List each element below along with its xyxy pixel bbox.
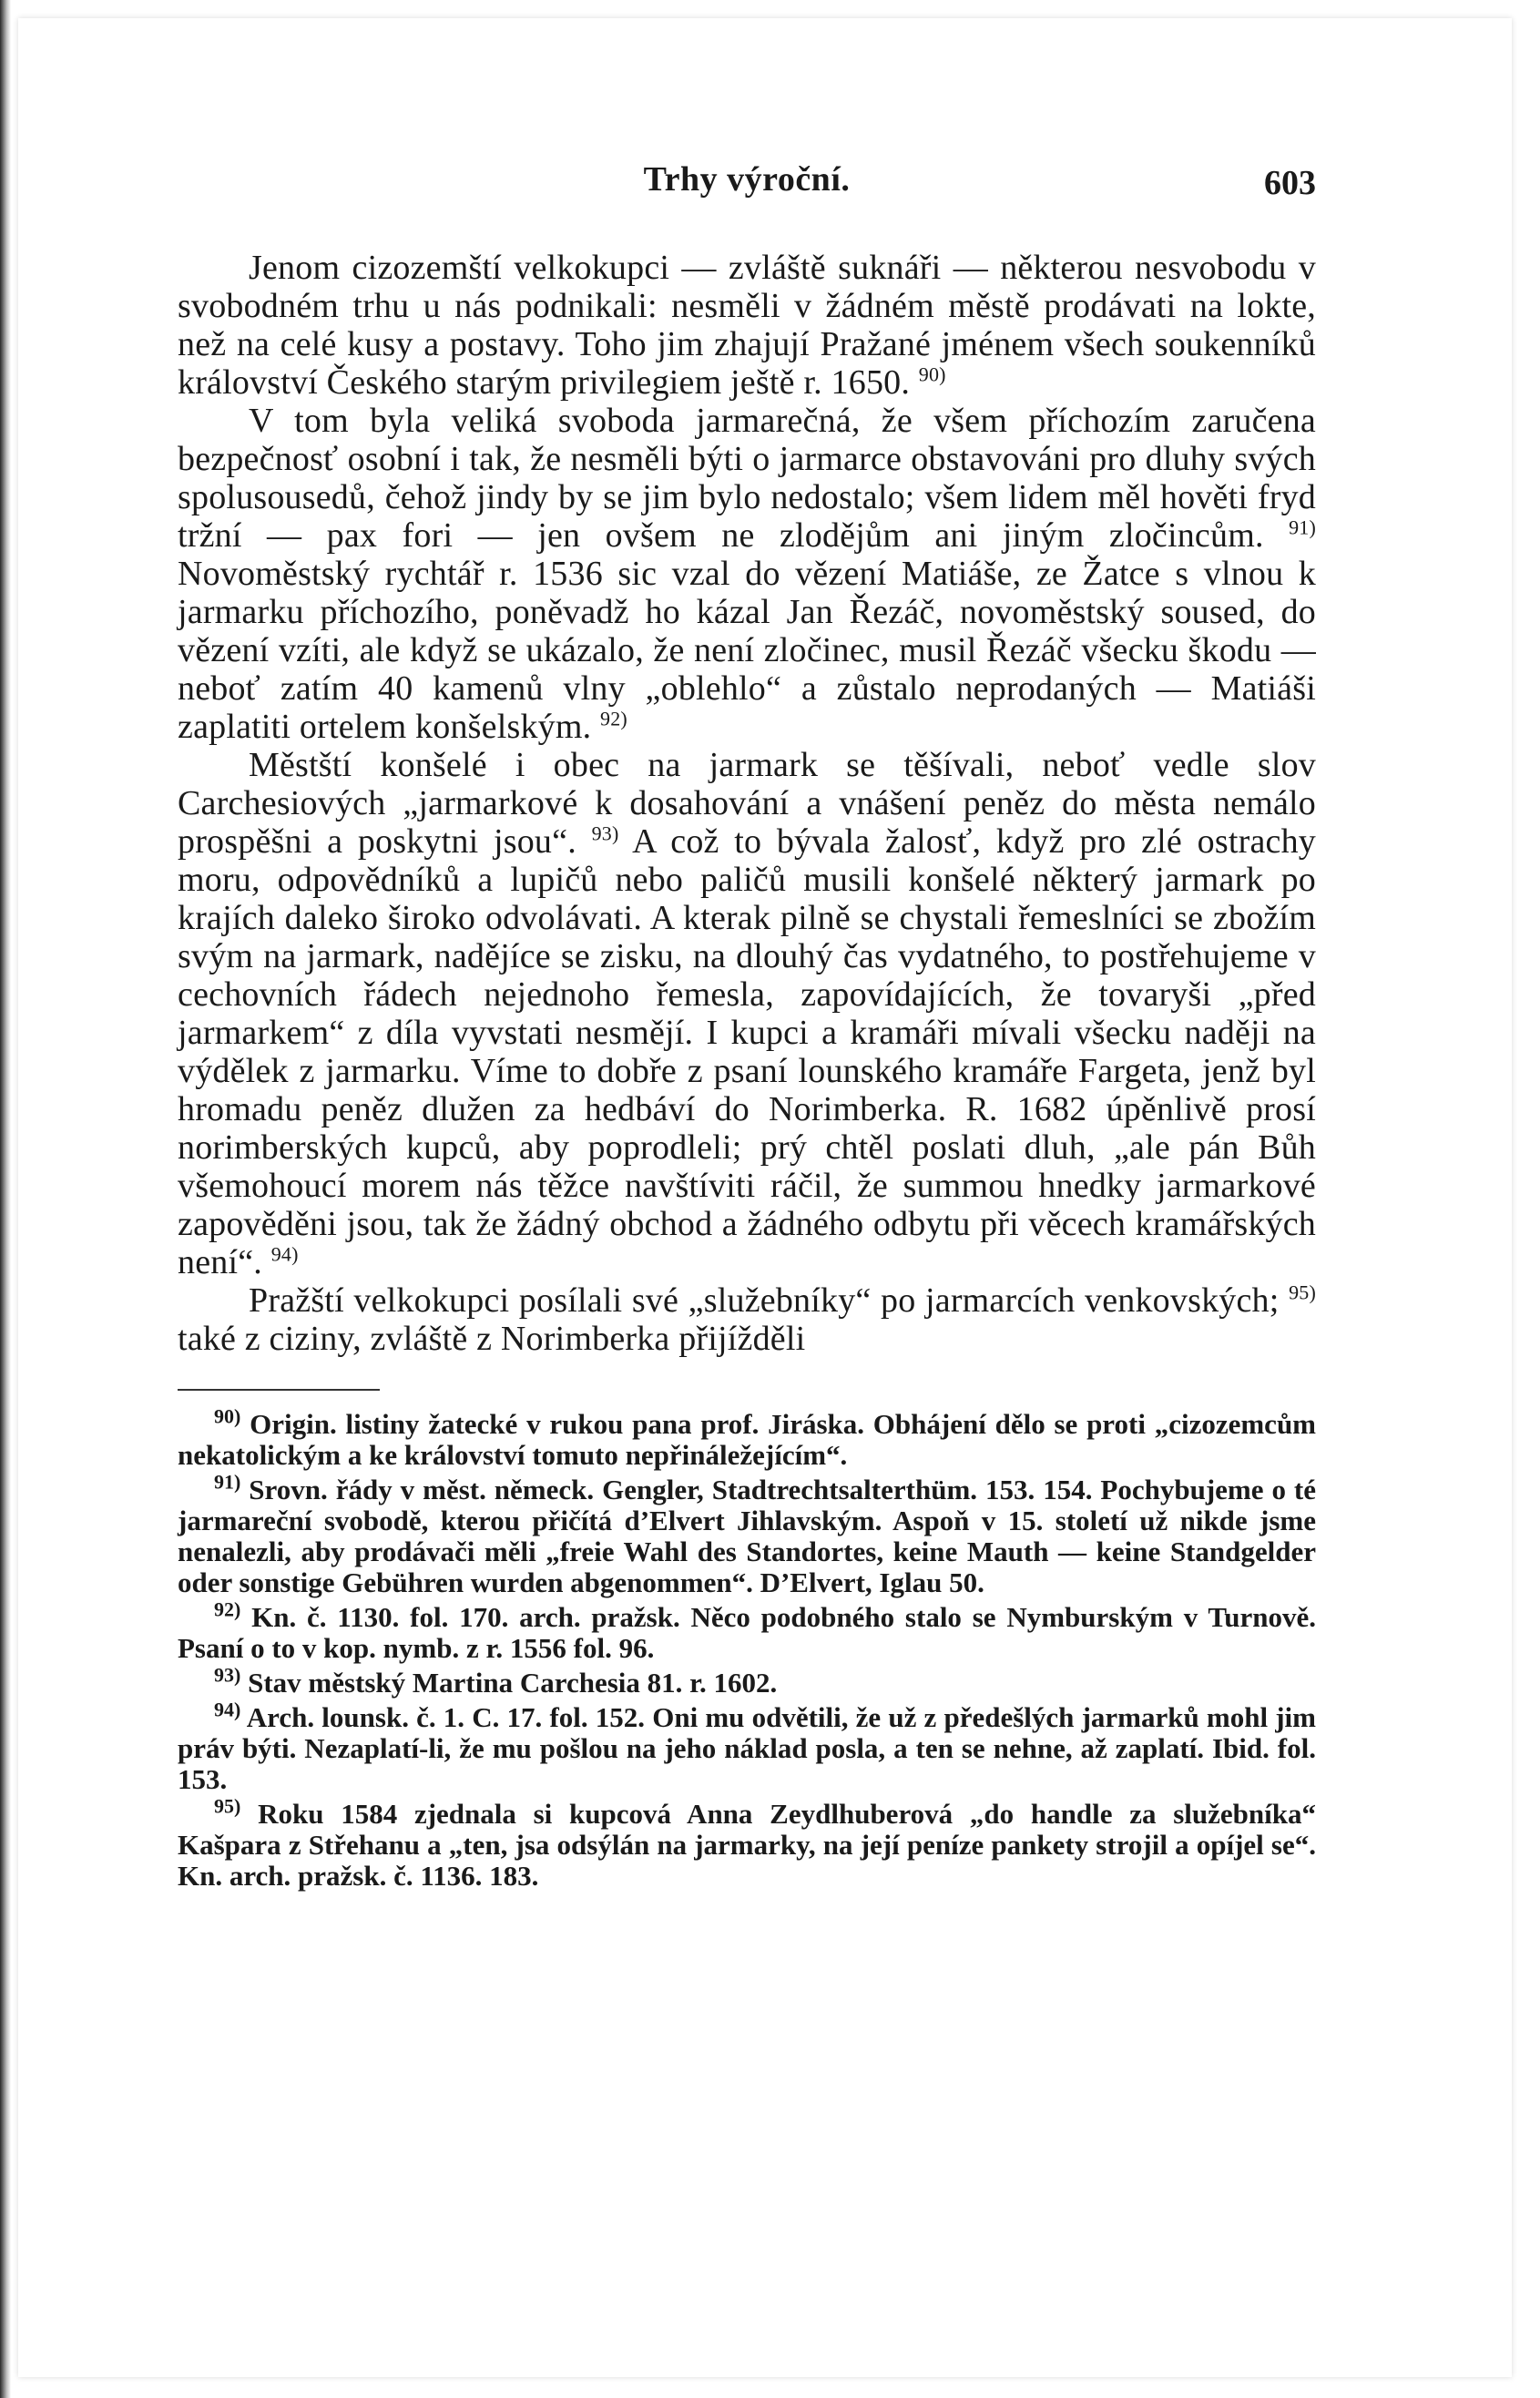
- footnote-text: Kn. č. 1130. fol. 170. arch. pražsk. Něco podobného stalo se Nymburským v Turnově. Psaní o to v kop. nymb. z r. 1556 fol. 96.: [178, 1601, 1316, 1664]
- paragraph-text: Pražští velkokupci posílali své „služebníky“ po jarmarcích venkovských;: [249, 1281, 1280, 1320]
- paragraph-2: [178, 402, 1316, 746]
- footnote-90: [178, 1404, 1317, 1471]
- footnote-ref-92: 92): [600, 707, 627, 730]
- footnote-ref-95: 95): [1289, 1281, 1317, 1304]
- paragraph-text: také z ciziny, zvláště z Norimberka přijížděli: [178, 1320, 806, 1358]
- footnotes: [178, 1404, 1317, 1892]
- paragraph-text: Městští konšelé i obec na jarmark se těšívali, neboť vedle slov Carchesiových „jarmarkové k dosahování a vnášení peněz do města nemálo prospěšni a poskytni jsou“.: [178, 746, 1316, 861]
- footnote-ref-90: 90): [918, 362, 946, 386]
- footnote-text: Roku 1584 zjednala si kupcová Anna Zeydlhuberová „do handle za služebníka“ Kašpara z Střehanu a „ten, jsa odsýlán na jarmarky, na její peníze pankety strojil a opíjel se“. Kn. arch. pražsk. č. 1136. 183.: [178, 1798, 1316, 1892]
- footnote-text: Stav městský Martina Carchesia 81. r. 1602.: [248, 1667, 778, 1699]
- footnote-mark: 92): [214, 1597, 241, 1621]
- paragraph-text: V tom byla veliká svoboda jarmarečná, že všem příchozím zaručena bezpečnosť osobní i tak, že nesměli býti o jarmarce obstavováni pro dluhy svých spolusousedů, čehož jindy by se jim bylo nedostalo; všem lidem měl hověti fryd tržní — pax fori — jen ovšem ne zlodějům ani jiným zločincům.: [178, 402, 1316, 555]
- footnote-divider: [178, 1389, 380, 1391]
- paragraph-4: [178, 1281, 1316, 1358]
- paragraph-text: Novoměstský rychtář r. 1536 sic vzal do vězení Matiáše, ze Žatce s vlnou k jarmarku příchozího, poněvadž ho kázal Jan Řezáč, novoměstský soused, do vězení vzíti, ale když se ukázalo, že není zločinec, musil Řezáč všecku škodu — neboť zatím 40 kamenů vlny „oblehlo“ a zůstalo neprodaných — Matiáši zaplatiti ortelem konšelským.: [178, 555, 1316, 746]
- footnote-ref-94: 94): [270, 1242, 299, 1266]
- footnote-mark: 95): [214, 1794, 241, 1818]
- body-text: [178, 249, 1316, 1358]
- running-title: Trhy výroční.: [643, 160, 851, 199]
- footnote-mark: 91): [214, 1470, 241, 1494]
- paragraph-text: Jenom cizozemští velkokupci — zvláště suknáři — některou nesvobodu v svobodném trhu u nás podnikali: nesměli v žádném městě prodávati na lokte, než na celé kusy a postavy. Toho jim zhajují Pražané jménem všech soukenníků království Českého starým privilegiem ještě r. 1650.: [178, 249, 1316, 402]
- footnote-text: Arch. lounsk. č. 1. C. 17. fol. 152. Oni mu odvětili, že už z předešlých jarmarků mohl jim práv býti. Nezaplatí-li, že mu pošlou na jeho náklad posla, a ten se nehne, až zaplatí. Ibid. fol. 153.: [178, 1701, 1316, 1795]
- footnote-ref-93: 93): [591, 821, 619, 845]
- footnote-94: [178, 1698, 1316, 1795]
- footnote-92: [178, 1597, 1316, 1664]
- footnote-95: [178, 1794, 1316, 1892]
- footnote-ref-91: 91): [1289, 515, 1317, 539]
- page-content: [178, 159, 1316, 1895]
- footnote-mark: 90): [214, 1404, 241, 1428]
- footnote-mark: 93): [214, 1663, 241, 1687]
- running-head: [178, 159, 1316, 205]
- footnote-text: Origin. listiny žatecké v rukou pana prof. Jiráska. Obhájení dělo se proti „cizozemcům nekatolickým a ke království tomuto nepřináležejícím“.: [178, 1408, 1317, 1471]
- footnote-91: [178, 1470, 1316, 1598]
- paragraph-text: A což to bývala žalosť, když pro zlé ostrachy moru, odpovědníků a lupičů nebo paličů musili konšelé některý jarmark po krajích daleko široko odvolávati. A kterak pilně se chystali řemeslníci se zbožím svým na jarmark, nadějíce se zisku, na dlouhý čas vydatného, to postřehujeme v cechovních řádech nejednoho řemesla, zapovídajících, že tovaryši „před jarmarkem“ z díla vyvstati nesmějí. I kupci a kramáři mívali všecku naději na výdělek z jarmarku. Víme to dobře z psaní lounského kramáře Fargeta, jenž byl hromadu peněz dlužen za hedbáví do Norimberka. R. 1682 úpěnlivě prosí norimberských kupců, aby poprodleli; prý chtěl poslati dluh, „ale pán Bůh všemohoucí morem nás těžce navštíviti ráčil, že summou hnedky jarmarkové zapověděni jsou, tak že žádný obchod a žádného odbytu při věcech kramářských není“.: [178, 822, 1316, 1281]
- book-spine-shadow: [0, 0, 11, 2398]
- page-number: 603: [1264, 164, 1316, 202]
- paragraph-1: [178, 249, 1316, 402]
- paragraph-3: [178, 746, 1316, 1281]
- footnote-text: Srovn. řády v měst. německ. Gengler, Stadtrechtsalterthüm. 153. 154. Pochybujeme o té jarmareční svobodě, kterou přičítá d’Elvert Jihlavským. Aspoň v 15. století už nikde jsme nenalezli, aby prodávači měli „freie Wahl des Standortes, keine Mauth — keine Standgelder oder sonstige Gebühren wurden abgenommen“. D’Elvert, Iglau 50.: [178, 1474, 1316, 1598]
- footnote-93: [178, 1663, 1316, 1699]
- footnote-mark: 94): [214, 1698, 241, 1721]
